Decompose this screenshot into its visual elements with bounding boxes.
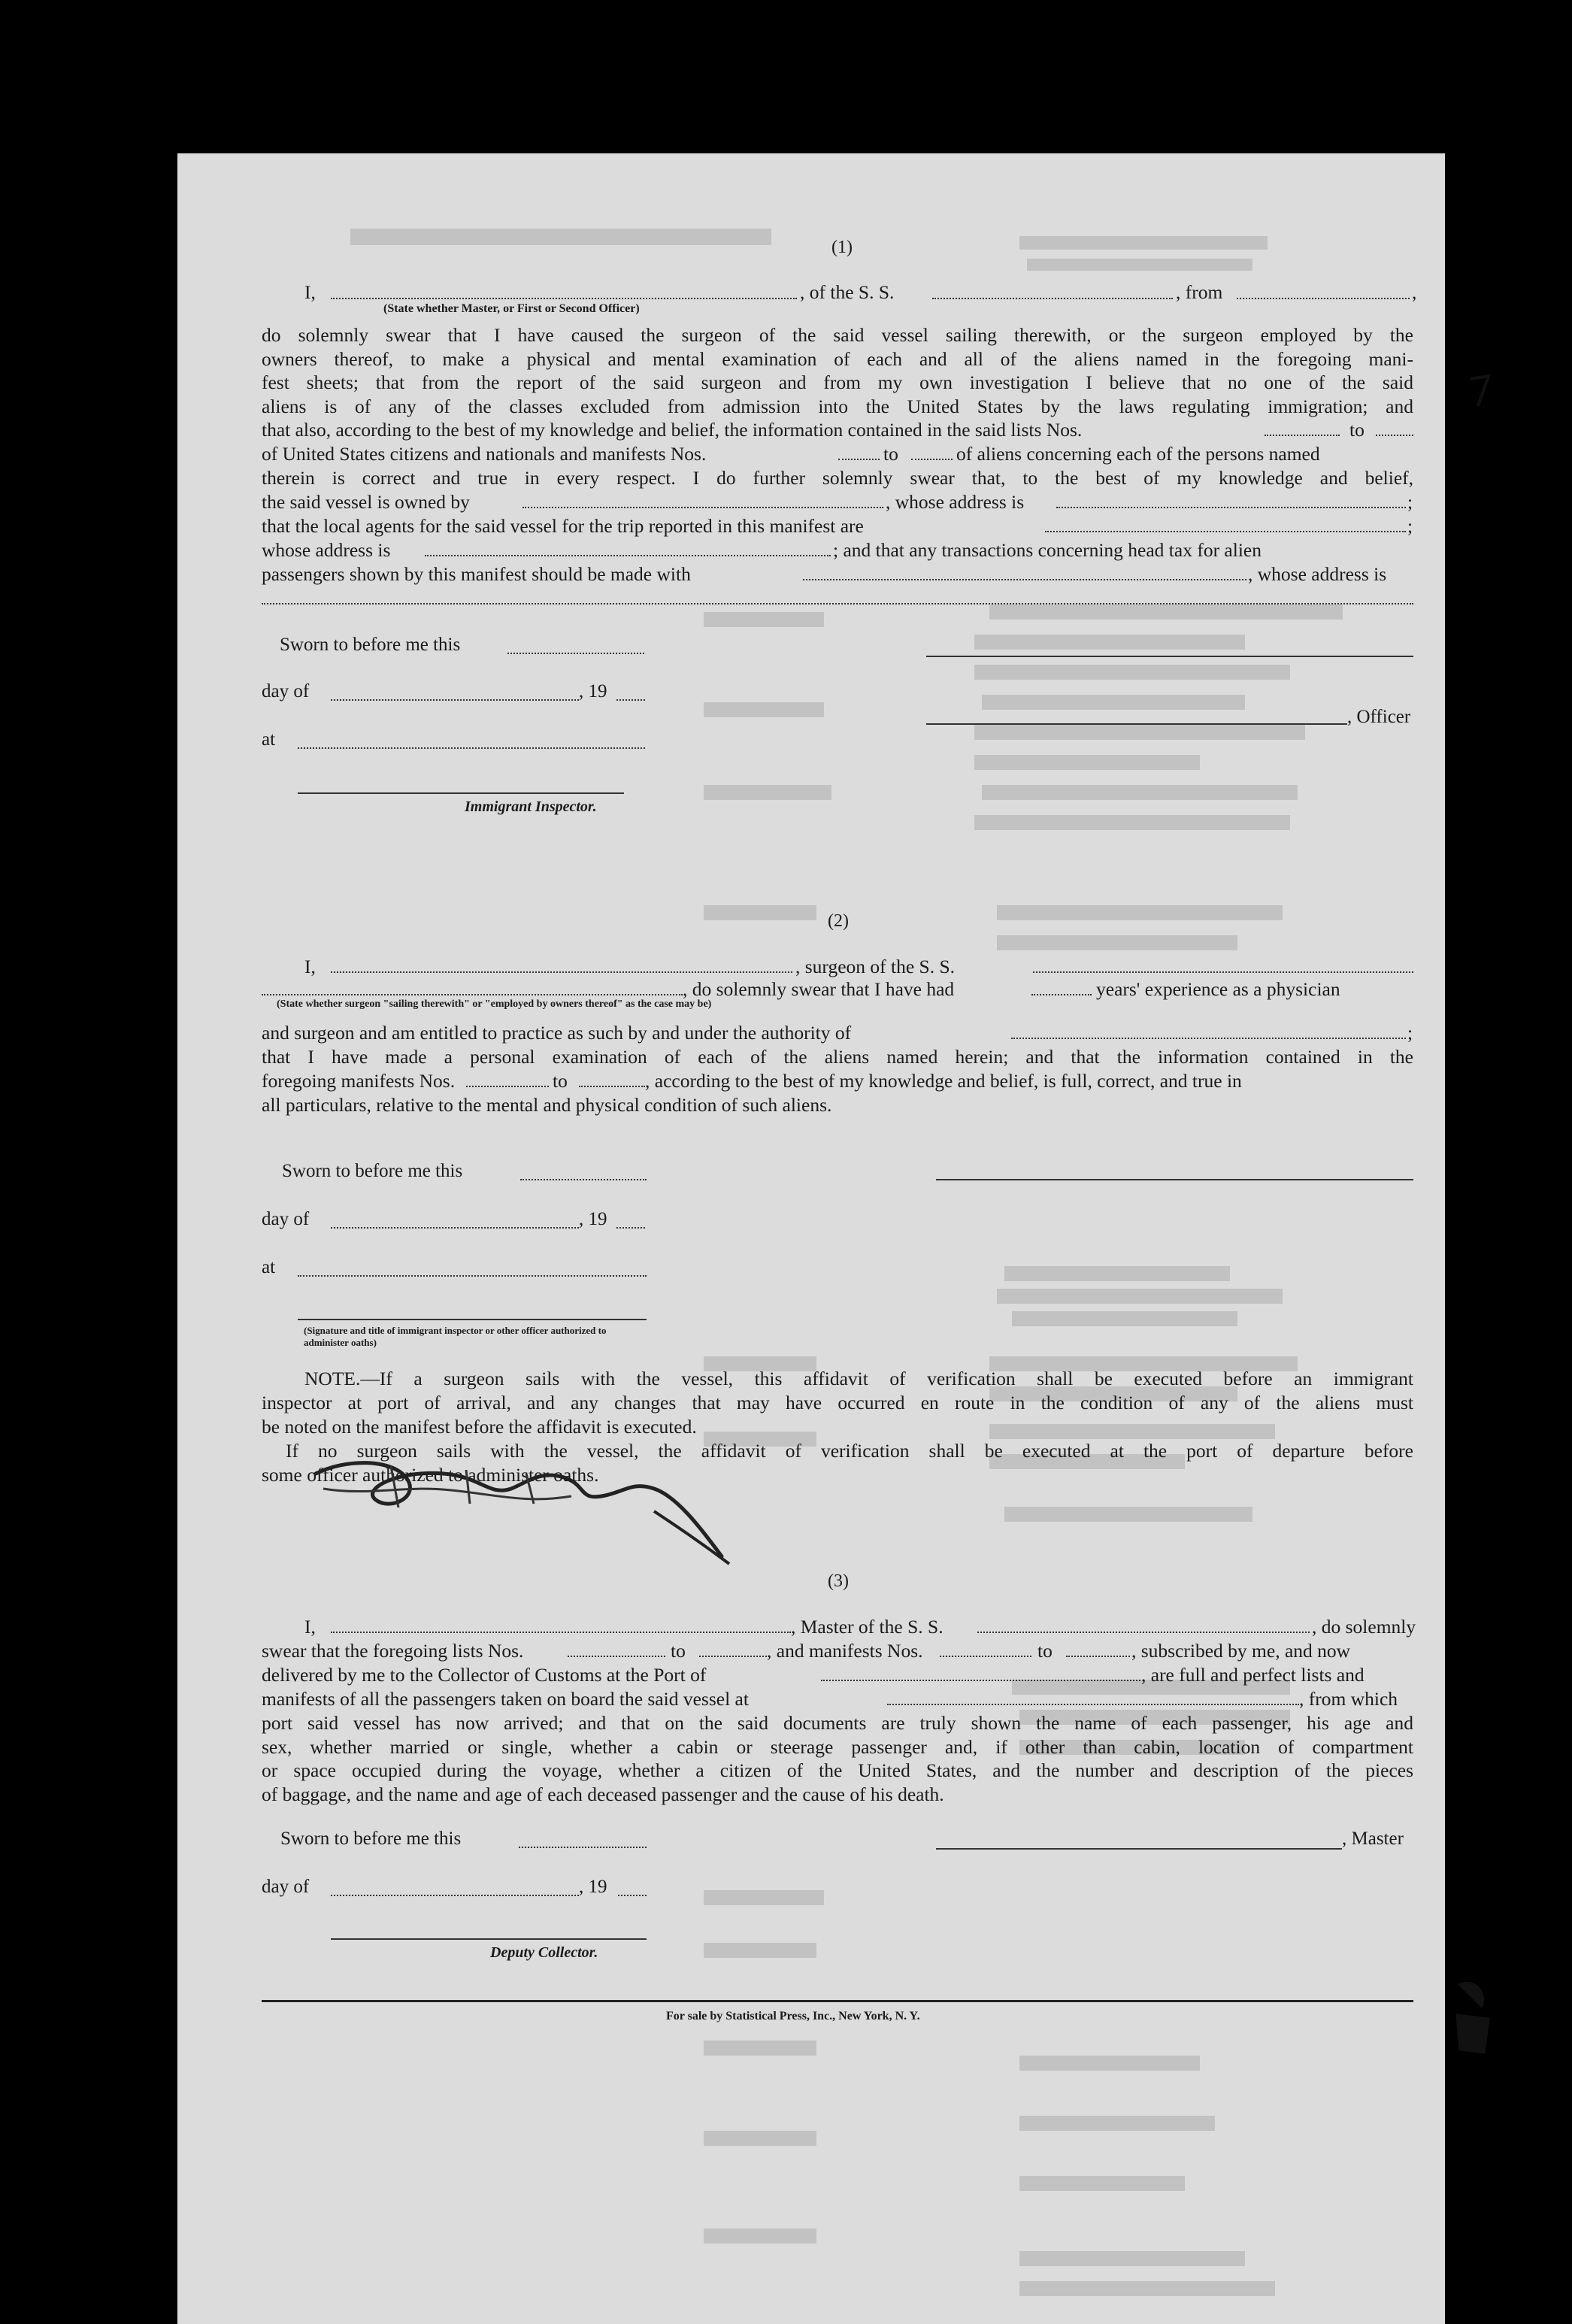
- port-from-field[interactable]: [1237, 298, 1410, 299]
- manifests-to-field[interactable]: [911, 459, 953, 460]
- year-field[interactable]: [616, 1227, 645, 1229]
- oath-text: owners thereof, to make a physical and mental examination of each and all of the aliens named in the foregoing mani-: [262, 347, 1413, 370]
- inspector-signature-line[interactable]: [298, 1319, 647, 1320]
- owner-address-field[interactable]: [1056, 507, 1406, 508]
- oath-text: of baggage, and the name and age of each deceased passenger and the cause of his death.: [262, 1783, 944, 1805]
- at-place-field[interactable]: [298, 747, 645, 749]
- year-field[interactable]: [616, 699, 645, 701]
- oath-text: ;: [1407, 515, 1413, 537]
- sworn-date-field[interactable]: [520, 1179, 647, 1180]
- vessel-name-field[interactable]: [977, 1632, 1310, 1633]
- binder-hole: [1455, 329, 1489, 364]
- oath-text: that the local agents for the said vessel for the trip reported in this manifest are: [262, 515, 864, 537]
- signer-title: (Signature and title of immigrant inspector or other officer authorized to administer oaths): [304, 1325, 607, 1348]
- oath-text: to: [671, 1640, 686, 1662]
- binder-hole: [1457, 1544, 1492, 1579]
- oath-text: ; and that any transactions concerning head tax for alien: [833, 539, 1262, 561]
- oath-text: , do solemnly: [1312, 1616, 1416, 1638]
- day-of-field[interactable]: [331, 1227, 579, 1229]
- oath-text: ,: [1412, 281, 1417, 303]
- oath-text: sex, whether married or single, whether a cabin or steerage passenger and, if other than cabin, location of compartment: [262, 1735, 1413, 1758]
- surgeon-name-field[interactable]: [331, 971, 792, 973]
- inspector-signature-line[interactable]: [298, 792, 624, 794]
- binder-hole: [1451, 211, 1486, 245]
- note-text: inspector at port of arrival, and any changes that may have occurred en route in the condition of any of the aliens must: [262, 1392, 1413, 1413]
- note-text: If no surgeon sails with the vessel, the affidavit of verification shall be executed at the port of departure before: [286, 1440, 1413, 1462]
- master-label: , Master: [1342, 1829, 1404, 1849]
- oath-text: and surgeon and am entitled to practice as such by and under the authority of: [262, 1022, 852, 1044]
- surgeon-status-field[interactable]: [262, 994, 683, 995]
- day-of-label: day of: [262, 681, 310, 701]
- oath-text: , Master of the S. S.: [791, 1616, 944, 1638]
- margin-marks: [1451, 1977, 1496, 2068]
- at-place-field[interactable]: [298, 1275, 647, 1277]
- sworn-date-field[interactable]: [519, 1847, 647, 1848]
- year-label: , 19: [579, 681, 607, 701]
- manifests-from-field[interactable]: [940, 1656, 1031, 1657]
- oath-text: , subscribed by me, and now: [1131, 1640, 1351, 1662]
- oath-text: to: [1349, 419, 1365, 441]
- lists-from-field[interactable]: [1265, 435, 1340, 436]
- year-label: , 19: [579, 1209, 607, 1229]
- oath-text: years' experience as a physician: [1096, 978, 1340, 1000]
- oath-text: , according to the best of my knowledge and belief, is full, correct, and true in: [645, 1070, 1242, 1092]
- surgeon-hint: (State whether surgeon "sailing therewith" or "employed by owners thereof" as the case may be): [277, 998, 712, 1010]
- officer-signature-line[interactable]: [926, 656, 1413, 657]
- manifests-to-field[interactable]: [1066, 1656, 1130, 1657]
- oath-text: to: [553, 1070, 568, 1092]
- oath-text: whose address is: [262, 539, 391, 561]
- manifests-from-field[interactable]: [466, 1086, 549, 1087]
- at-label: at: [262, 1257, 276, 1277]
- master-hint: (State whether Master, or First or Second Officer): [383, 302, 640, 315]
- oath-text: I,: [304, 956, 316, 977]
- port-of-embarkation-field[interactable]: [887, 1704, 1299, 1705]
- surgeon-signature-line[interactable]: [936, 1179, 1413, 1180]
- section-number: (1): [831, 238, 853, 257]
- binder-hole: [1457, 844, 1492, 878]
- oath-text: therein is correct and true in every respect. I do further solemnly swear that, to the best of my knowledge and belief,: [262, 467, 1413, 489]
- oath-text: manifests of all the passengers taken on board the said vessel at: [262, 1688, 749, 1710]
- oath-text: passengers shown by this manifest should be made with: [262, 563, 691, 585]
- lists-to-field[interactable]: [1376, 435, 1413, 436]
- at-label: at: [262, 729, 276, 750]
- surgeon-vessel-field[interactable]: [1033, 971, 1413, 973]
- officer-label: , Officer: [1347, 707, 1411, 727]
- oath-text: fest sheets; that from the report of the said surgeon and from my own investigation I believe that no one of the said: [262, 371, 1413, 393]
- head-tax-address-field[interactable]: [262, 603, 1413, 604]
- section-number: (3): [828, 1571, 849, 1591]
- agents-address-field[interactable]: [425, 555, 831, 556]
- oath-text: , do solemnly swear that I have had: [683, 978, 955, 1000]
- oath-text: foregoing manifests Nos.: [262, 1070, 456, 1092]
- oath-text: of United States citizens and nationals and manifests Nos.: [262, 443, 707, 465]
- lists-from-field[interactable]: [568, 1656, 665, 1657]
- master-signature-line[interactable]: [936, 1848, 1342, 1850]
- vessel-name-field[interactable]: [932, 298, 1173, 299]
- oath-text: swear that the foregoing lists Nos.: [262, 1640, 524, 1662]
- oath-text: I,: [304, 281, 316, 303]
- manifests-from-field[interactable]: [838, 459, 880, 460]
- note-text: be noted on the manifest before the affidavit is executed.: [262, 1416, 697, 1438]
- lists-to-field[interactable]: [699, 1656, 767, 1657]
- oath-text: to: [1037, 1640, 1053, 1662]
- manifests-to-field[interactable]: [579, 1086, 645, 1087]
- oath-text: , surgeon of the S. S.: [795, 956, 956, 977]
- oath-text: aliens is of any of the classes excluded from admission into the United States by the laws regulating immigration; and: [262, 395, 1413, 417]
- oath-text: or space occupied during the voyage, whether a citizen of the United States, and the number and description of the pieces: [262, 1759, 1413, 1781]
- local-agents-field[interactable]: [1045, 531, 1406, 532]
- binder-hole: [1457, 1674, 1492, 1708]
- footer-text: For sale by Statistical Press, Inc., New York, N. Y.: [666, 2010, 920, 2023]
- oath-text: delivered by me to the Collector of Customs at the Port of: [262, 1664, 707, 1686]
- sworn-label: Sworn to before me this: [282, 1161, 463, 1181]
- authority-field[interactable]: [1011, 1038, 1406, 1039]
- oath-text: of aliens concerning each of the persons named: [956, 443, 1320, 465]
- port-field[interactable]: [821, 1680, 1140, 1681]
- oath-text: all particulars, relative to the mental and physical condition of such aliens.: [262, 1094, 832, 1116]
- note-text: NOTE.—If a surgeon sails with the vessel, this affidavit of verification shall be executed before an immigrant: [304, 1368, 1413, 1389]
- oath-text: ;: [1407, 1022, 1413, 1044]
- officer-title-line[interactable]: [926, 723, 1347, 725]
- sworn-label: Sworn to before me this: [280, 1829, 462, 1849]
- oath-text: , whose address is: [886, 491, 1025, 513]
- oath-text: , and manifests Nos.: [767, 1640, 923, 1662]
- year-label: , 19: [579, 1877, 607, 1897]
- oath-text: the said vessel is owned by: [262, 491, 470, 513]
- note-text: some officer authorized to administer oaths.: [262, 1464, 599, 1486]
- handwritten-scrawl: [301, 1444, 752, 1579]
- binder-hole: [1458, 2177, 1493, 2212]
- collector-signature-line[interactable]: [331, 1938, 647, 1940]
- day-of-label: day of: [262, 1877, 310, 1897]
- oath-text: , from which: [1299, 1688, 1398, 1710]
- oath-text: , whose address is: [1248, 563, 1387, 585]
- oath-text: ;: [1407, 491, 1413, 513]
- oath-text: port said vessel has now arrived; and that on the said documents are truly shown the name of each passenger, his age and: [262, 1712, 1413, 1734]
- footer-rule: [262, 2000, 1413, 2002]
- binder-hole: [1457, 632, 1492, 666]
- head-tax-party-field[interactable]: [803, 579, 1246, 580]
- section-number: (2): [828, 911, 849, 931]
- master-name-field[interactable]: [331, 298, 797, 299]
- sworn-label: Sworn to before me this: [280, 635, 461, 655]
- margin-marks: [1466, 368, 1496, 414]
- oath-text: do solemnly swear that I have caused the surgeon of the said vessel sailing therewith, or the surgeon employed by the: [262, 324, 1413, 346]
- day-of-field[interactable]: [331, 699, 579, 701]
- oath-text: , are full and perfect lists and: [1141, 1664, 1365, 1686]
- master-name-field[interactable]: [331, 1632, 791, 1633]
- binder-hole: [1457, 1752, 1492, 1786]
- oath-text: , from: [1176, 281, 1223, 303]
- signer-title: Immigrant Inspector.: [465, 798, 597, 815]
- day-of-field[interactable]: [331, 1895, 579, 1896]
- oath-text: I,: [304, 1616, 316, 1638]
- sworn-date-field[interactable]: [507, 653, 644, 654]
- vessel-owner-field[interactable]: [522, 507, 883, 508]
- oath-text: that I have made a personal examination of each of the aliens named herein; and that the information contained in the: [262, 1046, 1413, 1068]
- day-of-label: day of: [262, 1209, 310, 1229]
- signer-title: Deputy Collector.: [490, 1944, 598, 1961]
- binder-hole: [1457, 716, 1492, 750]
- oath-text: that also, according to the best of my knowledge and belief, the information contained in the said lists Nos.: [262, 419, 1083, 441]
- years-experience-field[interactable]: [1031, 994, 1092, 995]
- oath-text: , of the S. S.: [800, 281, 895, 303]
- year-field[interactable]: [618, 1895, 647, 1896]
- oath-text: to: [883, 443, 898, 465]
